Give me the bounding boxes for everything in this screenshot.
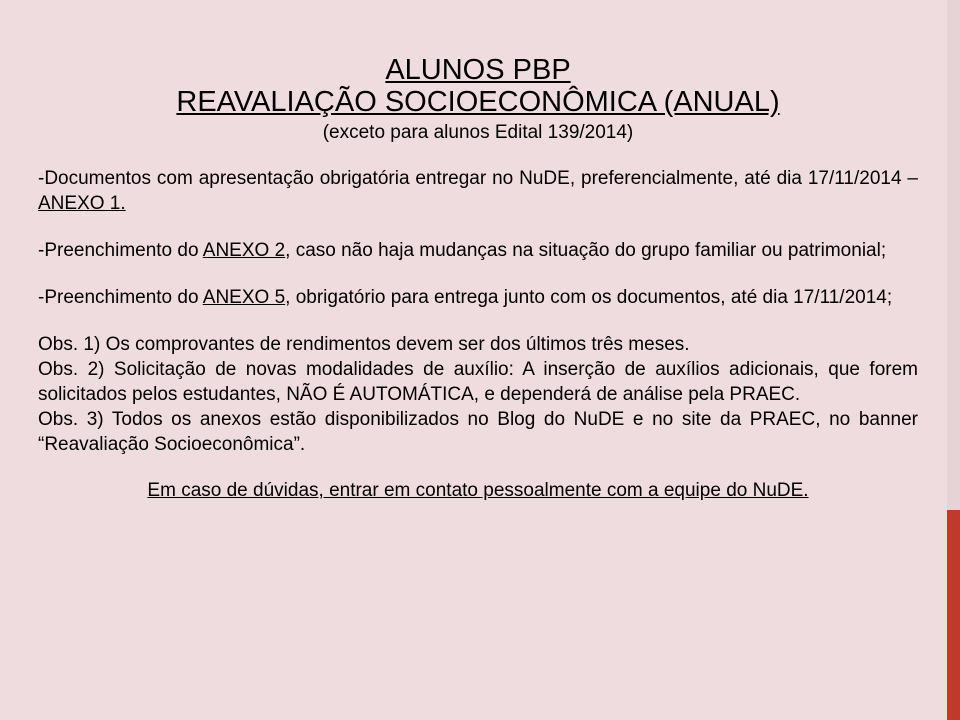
right-accent-bar [947, 510, 960, 720]
contact-note: Em caso de dúvidas, entrar em contato pessoalmente com a equipe do NuDE. [147, 480, 809, 501]
item-anexo-5 [38, 285, 918, 310]
obs-2: Obs. 2) Solicitação de novas modalidades de auxílio: A inserção de auxílios adicionais, que forem solicitados pelos estudantes, NÃO É AUTOMÁTICA, e dependerá de análise pela PRAEC. [38, 359, 918, 405]
anexo-1-link[interactable]: ANEXO 1. [38, 193, 126, 214]
item-documents-text: -Documentos com apresentação obrigatória entregar no NuDE, preferencialmente, até dia 17/11/2014 – [38, 168, 918, 189]
item-anexo-5-post: , obrigatório para entrega junto com os documentos, até dia 17/11/2014; [285, 287, 893, 308]
title-line-2: REAVALIAÇÃO SOCIOECONÔMICA (ANUAL) [176, 86, 780, 118]
anexo-5-link[interactable]: ANEXO 5 [202, 287, 286, 308]
item-anexo-2 [38, 238, 918, 263]
item-anexo-2-post: , caso não haja mudanças na situação do grupo familiar ou patrimonial; [285, 240, 887, 261]
title-line-1: ALUNOS PBP [385, 54, 571, 86]
item-documents [38, 166, 918, 216]
anexo-2-link[interactable]: ANEXO 2 [202, 240, 286, 261]
obs-3: Obs. 3) Todos os anexos estão disponibilizados no Blog do NuDE e no site da PRAEC, no banner “Reavaliação Socioeconômica”. [38, 409, 918, 455]
item-anexo-2-pre: -Preenchimento do [38, 240, 203, 261]
observations [38, 332, 918, 457]
slide-content [38, 54, 918, 502]
obs-1: Obs. 1) Os comprovantes de rendimentos devem ser dos últimos três meses. [38, 334, 690, 355]
item-anexo-5-pre: -Preenchimento do [38, 287, 203, 308]
right-decorative-bar [947, 0, 960, 510]
subtitle: (exceto para alunos Edital 139/2014) [322, 122, 634, 143]
